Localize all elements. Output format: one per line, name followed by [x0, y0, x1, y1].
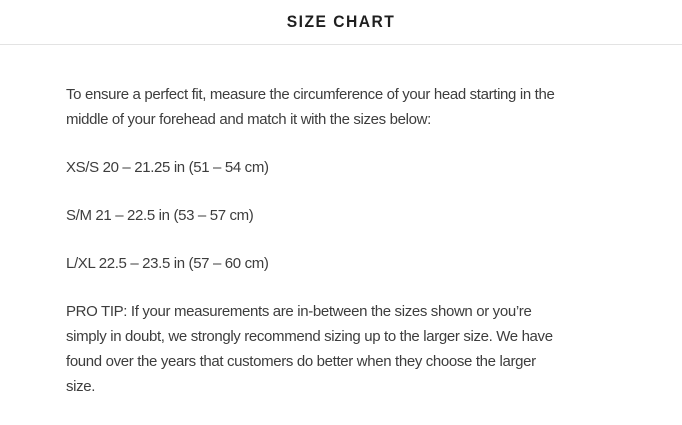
pro-tip-line: size.	[66, 378, 96, 395]
size-row-xs-s: XS/S 20 – 21.25 in (51 – 54 cm)	[66, 159, 269, 176]
pro-tip-line: PRO TIP: If your measurements are in-between the sizes shown or you’re	[66, 303, 532, 320]
size-row-s-m: S/M 21 – 22.5 in (53 – 57 cm)	[66, 207, 254, 224]
pro-tip-line: found over the years that customers do better when they choose the larger	[66, 353, 536, 370]
pro-tip-paragraph	[66, 299, 626, 399]
size-row-l-xl: L/XL 22.5 – 23.5 in (57 – 60 cm)	[66, 255, 269, 272]
size-chart-content	[0, 45, 682, 399]
intro-line: To ensure a perfect fit, measure the circumference of your head starting in the	[66, 86, 555, 103]
page-title: SIZE CHART	[286, 12, 396, 31]
size-chart-header	[0, 0, 682, 45]
pro-tip-line: simply in doubt, we strongly recommend sizing up to the larger size. We have	[66, 328, 553, 345]
intro-paragraph	[66, 82, 626, 132]
intro-line: middle of your forehead and match it with the sizes below:	[66, 111, 431, 128]
